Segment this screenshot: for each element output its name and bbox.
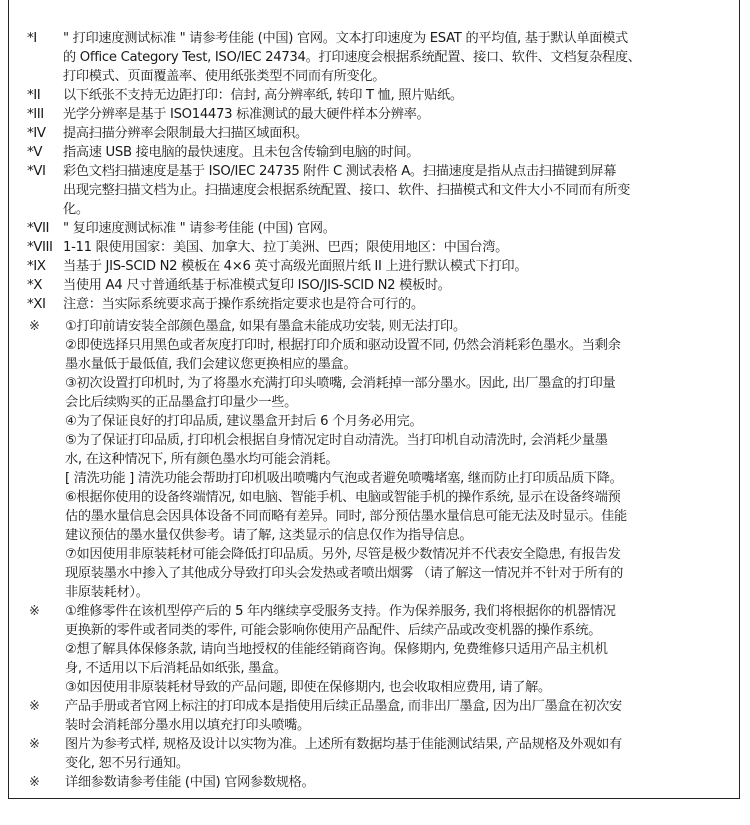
text-line: 的 Office Category Test, ISO/IEC 24734。打印速度会根据系统配置、接口、软件、文档复杂程度、 bbox=[63, 50, 641, 65]
footnote-item bbox=[27, 105, 740, 124]
footnote-label: *II bbox=[27, 87, 41, 103]
footnote-label: *V bbox=[27, 144, 42, 160]
text-line: 变化, 恕不另行通知。 bbox=[65, 756, 189, 771]
footnote-label: *VII bbox=[27, 220, 49, 236]
text-line: 水, 在这种情况下, 所有颜色墨水均可能会消耗。 bbox=[65, 452, 339, 467]
text-line: ④为了保证良好的打印品质, 建议墨盒开封后 6 个月务必用完。 bbox=[65, 414, 423, 429]
text-line: ⑤为了保证打印品质, 打印机会根据自身情况定时自动清洗。当打印机自动清洗时, 会消耗少量墨 bbox=[65, 433, 608, 448]
text-line: ②即使选择只用黑色或者灰度打印时, 根据打印介质和驱动设置不同, 仍然会消耗彩色墨水。当剩余 bbox=[65, 338, 621, 353]
reference-mark: ※ bbox=[29, 737, 40, 752]
text-line: ③初次设置打印机时, 为了将墨水充满打印头喷嘴, 会消耗掉一部分墨水。因此, 出厂墨盒的打印量 bbox=[65, 376, 616, 391]
entry-text bbox=[63, 105, 740, 124]
text-line: 非原装耗材）。 bbox=[65, 585, 149, 600]
footnote-label: *I bbox=[27, 30, 37, 46]
text-line: 墨水量低于最低值, 我们会建议您更换相应的墨盒。 bbox=[65, 357, 357, 372]
remark-item bbox=[27, 735, 740, 773]
entry-text bbox=[65, 735, 740, 773]
footnote-label: *X bbox=[27, 277, 42, 293]
entry-text bbox=[63, 257, 740, 276]
text-line: 化。 bbox=[63, 202, 89, 217]
text-line: 会比后续购买的正品墨盒打印量少一些。 bbox=[65, 395, 297, 410]
text-line: 出现完整扫描文档为止。扫描速度会根据系统配置、接口、软件、扫描模式和文件大小不同而有所变 bbox=[63, 183, 631, 198]
reference-mark: ※ bbox=[29, 319, 40, 334]
text-line: 身, 不适用以下后消耗品如纸张, 墨盒。 bbox=[65, 661, 287, 676]
footnote-label: *III bbox=[27, 106, 44, 122]
text-line: 当使用 A4 尺寸普通纸基于标准模式复印 ISO/JIS-SCID N2 模板时。 bbox=[63, 278, 451, 293]
entry-text bbox=[63, 162, 740, 219]
text-line: ③如因使用非原装耗材导致的产品问题, 即使在保修期内, 也会收取相应费用, 请了解。 bbox=[65, 680, 551, 695]
footnote-item bbox=[27, 219, 740, 238]
text-line: ①打印前请安装全部颜色墨盒, 如果有墨盒未能成功安装, 则无法打印。 bbox=[65, 319, 466, 334]
text-line: ①维修零件在该机型停产后的 5 年内继续享受服务支持。作为保养服务, 我们将根据你的机器情况 bbox=[65, 604, 616, 619]
text-line: 建议预估的墨水量仅供参考。请了解, 这类显示的信息仅作为指导信息。 bbox=[65, 528, 473, 543]
footnote-label: *XI bbox=[27, 296, 46, 312]
footnote-item bbox=[27, 29, 740, 86]
text-line: " 打印速度测试标准 " 请参考佳能 (中国) 官网。文本打印速度为 ESAT 的平均值, 基于默认单面模式 bbox=[63, 31, 628, 46]
footnote-label: *IX bbox=[27, 258, 46, 274]
text-line: 注意：当实际系统要求高于操作系统指定要求也是符合可行的。 bbox=[63, 297, 424, 312]
text-line: ⑥根据你使用的设备终端情况, 如电脑、智能手机、电脑或智能手机的操作系统, 显示在设备终端预 bbox=[65, 490, 621, 505]
entry-text bbox=[63, 238, 740, 257]
entry-text bbox=[65, 317, 740, 602]
text-line: 产品手册或者官网上标注的打印成本是指使用后续正品墨盒, 而非出厂墨盒, 因为出厂墨盒在初次安 bbox=[65, 699, 622, 714]
footnote-item bbox=[27, 238, 740, 257]
text-line: 打印模式、页面覆盖率、使用纸张类型不同而有所变化。 bbox=[63, 69, 386, 84]
text-line: 装时会消耗部分墨水用以填充打印头喷嘴。 bbox=[65, 718, 310, 733]
text-line: 光学分辨率是基于 ISO14473 标准测试的最大硬件样本分辨率。 bbox=[63, 107, 430, 122]
footnote-item bbox=[27, 295, 740, 314]
footnote-item bbox=[27, 276, 740, 295]
footnote-label: *VI bbox=[27, 163, 46, 179]
text-line: 当基于 JIS-SCID N2 模板在 4×6 英寸高级光面照片纸 II 上进行默认模式下打印。 bbox=[63, 259, 528, 274]
text-line: 估的墨水量信息会因具体设备不同而略有差异。同时, 部分预估墨水量信息可能无法及时显示。佳能 bbox=[65, 509, 627, 524]
footnote-item bbox=[27, 124, 740, 143]
reference-mark: ※ bbox=[29, 775, 40, 790]
footnote-item bbox=[27, 143, 740, 162]
reference-mark: ※ bbox=[29, 699, 40, 714]
reference-mark: ※ bbox=[29, 604, 40, 619]
entry-text bbox=[65, 697, 740, 735]
entry-text bbox=[63, 29, 740, 86]
entry-text bbox=[63, 124, 740, 143]
remark-item bbox=[27, 773, 740, 792]
text-line: 现原装墨水中掺入了其他成分导致打印头会发热或者喷出烟雾 （请了解这一情况并不针对于所有的 bbox=[65, 566, 624, 581]
footnote-label: *IV bbox=[27, 125, 46, 141]
footnotes-list bbox=[27, 29, 740, 314]
text-line: 更换新的零件或者同类的零件, 可能会影响你使用产品配件、后续产品或改变机器的操作系统。 bbox=[65, 623, 602, 638]
remarks-list bbox=[27, 317, 740, 792]
footnote-item bbox=[27, 257, 740, 276]
text-line: [ 清洗功能 ] 清洗功能会帮助打印机吸出喷嘴内气泡或者避免喷嘴堵塞, 继而防止打印质品质下降。 bbox=[65, 471, 623, 486]
text-line: 提高扫描分辨率会限制最大扫描区域面积。 bbox=[63, 126, 308, 141]
footnote-label: *VIII bbox=[27, 239, 53, 255]
text-line: 以下纸张不支持无边距打印：信封, 高分辨率纸, 转印 T 恤, 照片贴纸。 bbox=[63, 88, 463, 103]
entry-text bbox=[63, 143, 740, 162]
remark-item bbox=[27, 317, 740, 602]
footnote-item bbox=[27, 162, 740, 219]
text-line: 1-11 限使用国家：美国、加拿大、拉丁美洲、巴西；限使用地区：中国台湾。 bbox=[63, 240, 509, 255]
entry-text bbox=[65, 602, 740, 697]
entry-text bbox=[63, 295, 740, 314]
text-line: 图片为参考式样, 规格及设计以实物为准。上述所有数据均基于佳能测试结果, 产品规格及外观如有 bbox=[65, 737, 622, 752]
remark-item bbox=[27, 602, 740, 697]
text-line: ②想了解具体保修条款, 请向当地授权的佳能经销商咨询。保修期内, 免费维修只适用产品主机机 bbox=[65, 642, 608, 657]
text-line: " 复印速度测试标准 " 请参考佳能 (中国) 官网。 bbox=[63, 221, 336, 236]
entry-text bbox=[63, 276, 740, 295]
text-line: 详细参数请参考佳能 (中国) 官网参数规格。 bbox=[65, 775, 315, 790]
footnote-item bbox=[27, 86, 740, 105]
entry-text bbox=[63, 86, 740, 105]
text-line: 指高速 USB 接电脑的最快速度。且未包含传输到电脑的时间。 bbox=[63, 145, 420, 160]
remark-item bbox=[27, 697, 740, 735]
entry-text bbox=[65, 773, 740, 792]
text-line: ⑦如因使用非原装耗材可能会降低打印品质。另外, 尽管是极少数情况并不代表安全隐患, 有报告发 bbox=[65, 547, 621, 562]
entry-text bbox=[63, 219, 740, 238]
text-line: 彩色文档扫描速度是基于 ISO/IEC 24735 附件 C 测试表格 A。扫描速度是指从点击扫描键到屏幕 bbox=[63, 164, 617, 179]
